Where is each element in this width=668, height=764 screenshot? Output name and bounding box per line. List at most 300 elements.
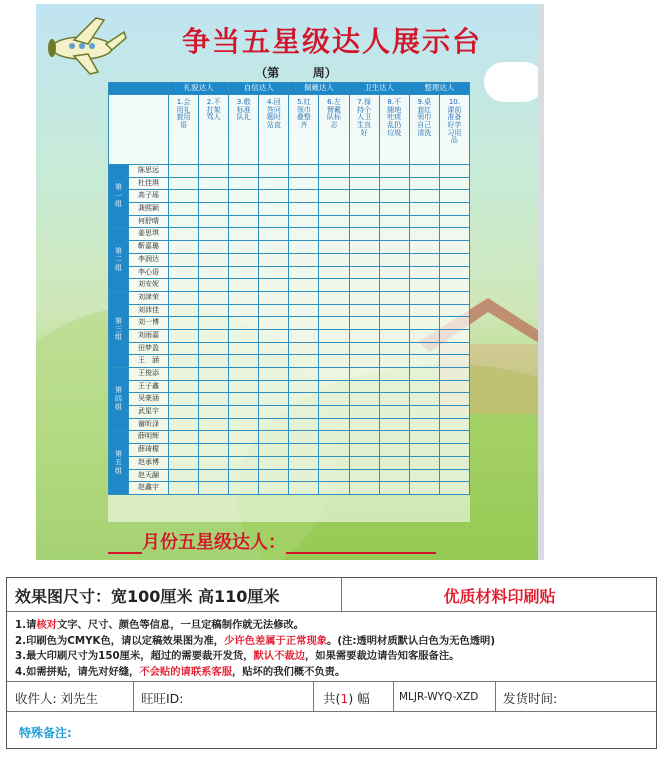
score-cell [349, 228, 379, 241]
recipient: 收件人: 刘先生 [15, 691, 99, 706]
criteria-text: 1.会用礼貌用语 [176, 98, 191, 130]
criteria-text: 4.回答问题时站直 [266, 98, 281, 130]
score-cell [439, 418, 469, 431]
count-prefix: 共( [323, 691, 341, 706]
note-text: ，贴坏的我们概不负责。 [232, 665, 346, 678]
score-cell [439, 279, 469, 292]
score-cell [199, 304, 229, 317]
score-cell [349, 342, 379, 355]
product-code: MLJR-WYQ-XZD [399, 691, 479, 703]
score-cell [199, 368, 229, 381]
score-cell [289, 279, 319, 292]
score-cell [409, 279, 439, 292]
note-text: 文字、尺寸、颜色等信息，一旦定稿制作就无法修改。 [56, 619, 305, 631]
score-cell [229, 431, 259, 444]
score-cell [409, 253, 439, 266]
score-cell [409, 329, 439, 342]
score-cell [319, 165, 349, 178]
criteria-text: 2.不打架骂人 [206, 98, 221, 122]
score-cell [439, 342, 469, 355]
student-name: 王俊添 [129, 368, 169, 381]
score-cell [319, 380, 349, 393]
score-cell [409, 393, 439, 406]
criteria-header [199, 95, 229, 165]
monthly-winner-label: 月份五星级达人： [142, 532, 286, 553]
note-text: 默认不裁边 [253, 650, 305, 662]
score-cell [409, 342, 439, 355]
score-cell [259, 368, 289, 381]
score-cell [169, 469, 199, 482]
note-text: 少许色差属于正常现象 [224, 634, 328, 647]
score-cell [199, 329, 229, 342]
score-cell [199, 355, 229, 368]
score-cell [349, 406, 379, 419]
score-cell [319, 266, 349, 279]
student-name: 赵天翮 [129, 469, 169, 482]
score-cell [199, 406, 229, 419]
score-cell [409, 317, 439, 330]
score-cell [319, 253, 349, 266]
criteria-text: 3.敬标准队礼 [236, 98, 251, 122]
score-cell [199, 393, 229, 406]
group-label [109, 165, 129, 228]
score-cell [169, 165, 199, 178]
score-cell [229, 380, 259, 393]
score-cell [169, 190, 199, 203]
score-cell [169, 406, 199, 419]
score-cell [199, 228, 229, 241]
score-cell [259, 291, 289, 304]
score-cell [199, 482, 229, 495]
divider [393, 682, 394, 712]
note-text: 2.印刷色为CMYK色，请以定稿效果图为准， [15, 634, 225, 647]
table-corner [109, 83, 169, 95]
student-name: 赵承博 [129, 456, 169, 469]
score-cell [169, 456, 199, 469]
student-name: 王子鑫 [129, 380, 169, 393]
group-label [109, 291, 129, 367]
score-cell [259, 329, 289, 342]
score-cell [229, 393, 259, 406]
score-cell [319, 279, 349, 292]
group-label-text: 第四组 [115, 386, 122, 412]
note-text: 不会贴的请联系客服 [139, 665, 233, 678]
divider [313, 682, 314, 712]
score-cell [169, 380, 199, 393]
score-cell [379, 342, 409, 355]
score-cell [409, 177, 439, 190]
score-cell [349, 469, 379, 482]
score-cell [379, 393, 409, 406]
student-name: 杜佳琪 [129, 177, 169, 190]
score-cell [349, 266, 379, 279]
score-cell [349, 355, 379, 368]
score-cell [289, 304, 319, 317]
score-cell [229, 253, 259, 266]
score-cell [229, 241, 259, 254]
score-cell [229, 165, 259, 178]
table-row [109, 456, 470, 469]
score-cell [229, 203, 259, 216]
student-name: 谢昕泽 [129, 418, 169, 431]
score-cell [349, 431, 379, 444]
table-row [109, 368, 470, 381]
score-cell [349, 444, 379, 457]
score-cell [319, 393, 349, 406]
score-cell [319, 406, 349, 419]
note-text: 3.最大印刷尺寸为150厘米，超过的需要裁开发货， [15, 650, 254, 662]
group-label-text: 第三组 [115, 316, 122, 342]
criteria-text: 5.红领巾叠整齐 [296, 98, 311, 130]
score-cell [169, 329, 199, 342]
table-row [109, 431, 470, 444]
score-cell [259, 190, 289, 203]
award-table [108, 82, 470, 522]
criteria-header [169, 95, 199, 165]
table-row [109, 215, 470, 228]
score-cell [259, 482, 289, 495]
score-cell [259, 203, 289, 216]
score-cell [319, 190, 349, 203]
score-cell [169, 291, 199, 304]
table-row [109, 304, 470, 317]
score-cell [259, 355, 289, 368]
score-cell [169, 342, 199, 355]
table-row [109, 380, 470, 393]
category-header: 整理达人 [409, 83, 469, 95]
score-cell [349, 165, 379, 178]
score-cell [349, 380, 379, 393]
score-cell [259, 215, 289, 228]
score-cell [319, 329, 349, 342]
score-cell [289, 431, 319, 444]
score-cell [409, 418, 439, 431]
score-cell [439, 190, 469, 203]
score-cell [349, 253, 379, 266]
score-cell [229, 291, 259, 304]
score-cell [319, 368, 349, 381]
notes-row [7, 612, 656, 682]
criteria-header [379, 95, 409, 165]
score-cell [439, 317, 469, 330]
score-cell [379, 190, 409, 203]
score-cell [259, 228, 289, 241]
score-cell [379, 469, 409, 482]
student-name: 武星宇 [129, 406, 169, 419]
table-row [109, 406, 470, 419]
score-cell [439, 368, 469, 381]
score-cell [379, 279, 409, 292]
score-cell [439, 469, 469, 482]
student-name: 王 涵 [129, 355, 169, 368]
score-cell [409, 469, 439, 482]
size-row [7, 578, 656, 612]
score-cell [289, 482, 319, 495]
score-cell [319, 482, 349, 495]
score-cell [259, 266, 289, 279]
score-cell [409, 431, 439, 444]
airplane-icon [44, 16, 130, 78]
score-cell [439, 165, 469, 178]
student-name: 刘雨嘉 [129, 329, 169, 342]
score-cell [169, 253, 199, 266]
score-cell [199, 380, 229, 393]
score-cell [259, 253, 289, 266]
criteria-text: 9.桌套红领巾自己清洗 [417, 98, 432, 137]
material-label: 优质材料印刷贴 [443, 587, 556, 606]
score-cell [289, 418, 319, 431]
score-cell [199, 469, 229, 482]
score-cell [409, 444, 439, 457]
score-cell [439, 203, 469, 216]
student-name: 高子瑶 [129, 190, 169, 203]
student-name: 龚熙颖 [129, 203, 169, 216]
score-cell [409, 228, 439, 241]
category-header: 佩戴达人 [289, 83, 349, 95]
score-cell [259, 431, 289, 444]
table-row [109, 317, 470, 330]
score-cell [379, 482, 409, 495]
score-cell [229, 177, 259, 190]
score-cell [409, 241, 439, 254]
table-row [109, 393, 470, 406]
score-cell [199, 253, 229, 266]
score-cell [259, 342, 289, 355]
score-cell [169, 266, 199, 279]
score-cell [289, 291, 319, 304]
week-label [226, 64, 366, 80]
score-cell [409, 482, 439, 495]
score-cell [379, 291, 409, 304]
score-cell [199, 190, 229, 203]
student-name: 薛明辉 [129, 431, 169, 444]
score-cell [289, 266, 319, 279]
table-row [109, 329, 470, 342]
score-cell [379, 431, 409, 444]
score-cell [229, 444, 259, 457]
score-cell [349, 393, 379, 406]
score-cell [319, 291, 349, 304]
table-row [109, 241, 470, 254]
table-row [109, 253, 470, 266]
size-label: 效果图尺寸：宽100厘米 高110厘米 [15, 587, 280, 606]
score-cell [409, 266, 439, 279]
month-blank [108, 552, 142, 554]
score-cell [229, 215, 259, 228]
student-name: 何舒晴 [129, 215, 169, 228]
score-cell [349, 482, 379, 495]
score-cell [289, 228, 319, 241]
criteria-header [259, 95, 289, 165]
score-cell [439, 215, 469, 228]
score-cell [409, 190, 439, 203]
student-name: 田梦盈 [129, 342, 169, 355]
score-cell [319, 304, 349, 317]
note-text: 1.请 [15, 619, 37, 631]
table-row [109, 177, 470, 190]
table-row [109, 266, 470, 279]
category-header: 礼貌达人 [169, 83, 229, 95]
score-cell [379, 406, 409, 419]
score-cell [289, 393, 319, 406]
table-row [109, 228, 470, 241]
score-cell [259, 380, 289, 393]
group-label-text: 第二组 [115, 246, 122, 272]
score-cell [289, 203, 319, 216]
score-cell [259, 177, 289, 190]
score-cell [379, 355, 409, 368]
score-cell [349, 177, 379, 190]
score-cell [439, 241, 469, 254]
group-label-text: 第五组 [115, 449, 122, 475]
score-cell [229, 329, 259, 342]
score-cell [319, 444, 349, 457]
score-cell [349, 190, 379, 203]
score-cell [379, 456, 409, 469]
score-cell [409, 380, 439, 393]
note-line [15, 632, 495, 647]
score-cell [379, 304, 409, 317]
score-cell [289, 469, 319, 482]
score-cell [319, 228, 349, 241]
score-cell [349, 241, 379, 254]
table-row [109, 469, 470, 482]
score-cell [199, 418, 229, 431]
copy-count [323, 682, 370, 712]
table-row [109, 203, 470, 216]
cloud-decoration [484, 62, 544, 102]
criteria-header [349, 95, 379, 165]
score-cell [379, 165, 409, 178]
score-cell [169, 444, 199, 457]
score-cell [229, 266, 259, 279]
student-name: 陈思远 [129, 165, 169, 178]
score-cell [289, 177, 319, 190]
score-cell [169, 368, 199, 381]
criteria-header [229, 95, 259, 165]
score-cell [199, 203, 229, 216]
score-cell [199, 266, 229, 279]
score-cell [409, 203, 439, 216]
score-cell [319, 241, 349, 254]
score-cell [319, 469, 349, 482]
score-cell [289, 253, 319, 266]
criteria-header [409, 95, 439, 165]
score-cell [289, 456, 319, 469]
criteria-text: 8.不随地吐痰乱扔垃圾 [387, 98, 402, 137]
group-label [109, 228, 129, 291]
note-text: 核对 [36, 619, 57, 631]
criteria-header [319, 95, 349, 165]
student-name: 刘沛佳 [129, 304, 169, 317]
student-name: 吴豪涵 [129, 393, 169, 406]
score-cell [379, 177, 409, 190]
score-cell [289, 444, 319, 457]
score-cell [199, 177, 229, 190]
score-cell [259, 469, 289, 482]
student-name: 赵鑫宇 [129, 482, 169, 495]
score-cell [409, 355, 439, 368]
score-cell [439, 253, 469, 266]
poster-title: 争当五星级达人展示台 [181, 25, 482, 58]
divider [133, 682, 134, 712]
score-cell [349, 304, 379, 317]
table-row [109, 190, 470, 203]
score-cell [199, 165, 229, 178]
note-line [15, 663, 345, 678]
week-left: （第 [255, 66, 280, 80]
score-cell [229, 368, 259, 381]
score-cell [169, 355, 199, 368]
score-cell [169, 177, 199, 190]
score-cell [169, 228, 199, 241]
score-cell [379, 317, 409, 330]
score-cell [379, 444, 409, 457]
score-cell [439, 355, 469, 368]
score-cell [319, 215, 349, 228]
student-name: 李心语 [129, 266, 169, 279]
student-name: 姜思琪 [129, 228, 169, 241]
score-cell [199, 279, 229, 292]
table-row [109, 482, 470, 495]
score-cell [229, 279, 259, 292]
score-cell [259, 444, 289, 457]
score-cell [379, 241, 409, 254]
score-cell [319, 456, 349, 469]
count-value: 1 [340, 691, 349, 706]
score-cell [379, 215, 409, 228]
score-cell [409, 368, 439, 381]
score-cell [169, 279, 199, 292]
score-cell [439, 482, 469, 495]
score-cell [319, 177, 349, 190]
student-name: 李润达 [129, 253, 169, 266]
student-name: 薛琦檬 [129, 444, 169, 457]
remark-row [7, 712, 656, 750]
score-cell [259, 456, 289, 469]
student-name: 靳嘉璐 [129, 241, 169, 254]
score-cell [289, 215, 319, 228]
score-cell [409, 291, 439, 304]
wangwang-id: 旺旺ID: [141, 691, 184, 706]
score-cell [319, 317, 349, 330]
score-cell [229, 355, 259, 368]
shipping-row [7, 682, 656, 712]
score-cell [439, 177, 469, 190]
score-cell [199, 291, 229, 304]
table-row [109, 418, 470, 431]
category-header: 自信达人 [229, 83, 289, 95]
score-cell [439, 456, 469, 469]
student-name: 刘安妮 [129, 279, 169, 292]
score-cell [439, 444, 469, 457]
score-cell [289, 241, 319, 254]
table-row [109, 355, 470, 368]
score-cell [229, 469, 259, 482]
score-cell [229, 317, 259, 330]
divider [495, 682, 496, 712]
score-cell [409, 304, 439, 317]
score-cell [289, 342, 319, 355]
score-cell [229, 304, 259, 317]
score-cell [319, 418, 349, 431]
score-cell [199, 431, 229, 444]
criteria-header [289, 95, 319, 165]
note-text: ，如果需要裁边请告知客服备注。 [305, 650, 460, 662]
category-header: 卫生达人 [349, 83, 409, 95]
score-cell [229, 228, 259, 241]
score-cell [259, 279, 289, 292]
